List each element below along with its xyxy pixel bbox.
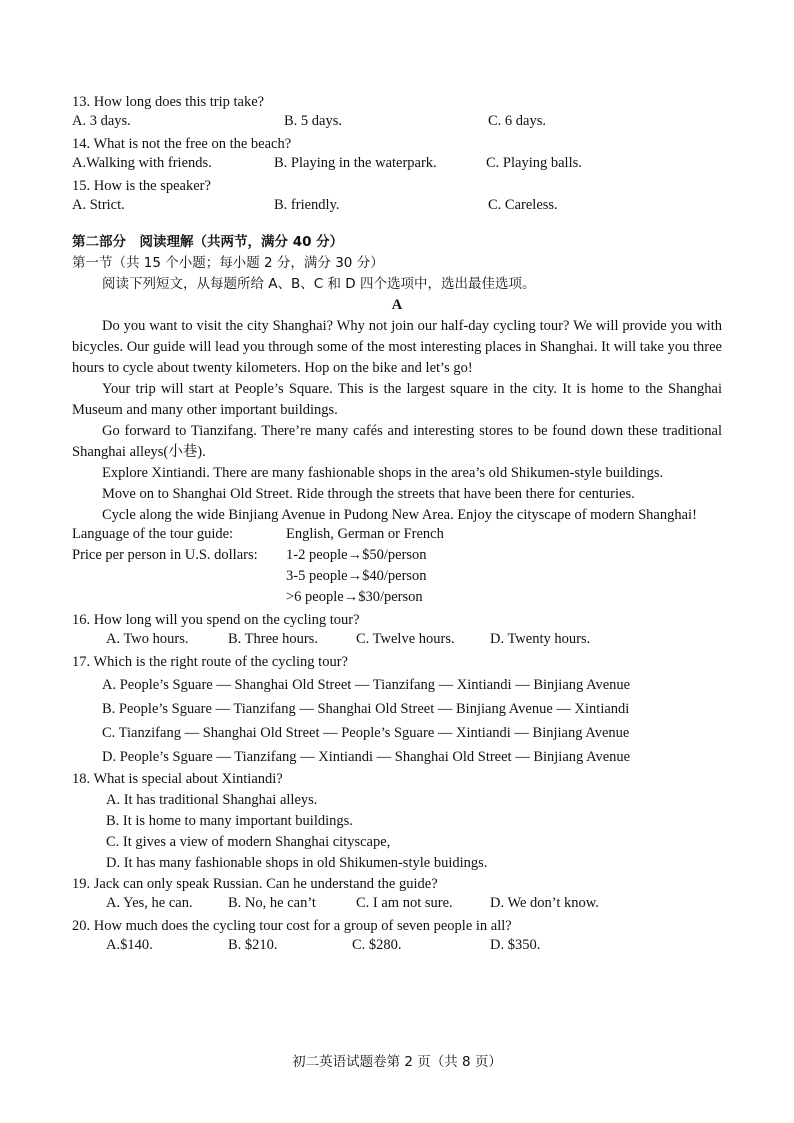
section1-title: 第一节（共 15 个小题；每小题 2 分，满分 30 分）	[72, 255, 384, 271]
tour-price-row	[72, 547, 722, 568]
option-d: D. We don’t know.	[490, 895, 599, 911]
option-d: D. It has many fashionable shops in old Shikumen-style buidings.	[106, 855, 488, 871]
option-c: C. Twelve hours.	[356, 631, 455, 647]
option-b: B. 5 days.	[284, 113, 342, 129]
tour-price-row-2	[72, 568, 722, 589]
option-a: A.$140.	[106, 937, 153, 953]
option-b: B. People’s Sguare — Tianzifang — Shanghai Old Street — Binjiang Avenue — Xintiandi	[102, 701, 630, 717]
option-c: C. Tianzifang — Shanghai Old Street — People’s Sguare — Xintiandi — Binjiang Avenue	[102, 725, 630, 741]
question-text: 17. Which is the right route of the cycling tour?	[72, 654, 348, 670]
options	[72, 895, 722, 916]
options	[72, 155, 722, 176]
option-d: D. Twenty hours.	[490, 631, 591, 647]
passage-paragraph-4: Explore Xintiandi. There are many fashionable shops in the area’s old Shikumen-style buildings.	[102, 465, 664, 481]
question-17	[72, 652, 722, 769]
option-c: C. I am not sure.	[356, 895, 453, 911]
option-b: B. Playing in the waterpark.	[274, 155, 437, 171]
option-d: D. People’s Sguare — Tianzifang — Xintiandi — Shanghai Old Street — Binjiang Avenue	[102, 749, 631, 765]
passage-paragraph-6: Cycle along the wide Binjiang Avenue in Pudong New Area. Enjoy the cityscape of modern Shanghai!	[102, 507, 697, 523]
option-a: A. People’s Sguare — Shanghai Old Street — Tianzifang — Xintiandi — Binjiang Avenue	[102, 677, 631, 693]
listening-q13	[72, 92, 722, 134]
options	[72, 631, 722, 652]
passage-paragraph-5: Move on to Shanghai Old Street. Ride through the streets that have been there for centuries.	[102, 486, 635, 502]
passage-paragraph-3: Go forward to Tianzifang. There’re many cafés and interesting stores to be found down these traditional Shanghai alleys(小巷).	[72, 423, 722, 460]
passage-paragraph-2: Your trip will start at People’s Square. This is the largest square in the city. It is home to the Shanghai Museum and many other important buildings.	[72, 381, 722, 418]
passage-paragraph-1: Do you want to visit the city Shanghai? Why not join our half-day cycling tour? We will provide you with bicycles. Our guide will lead you through some of the most interesting places in Shanghai. It will take you three hours to cycle about twenty kilometers. Hop on the bike and let’s go!	[72, 318, 722, 376]
option-a: A. 3 days.	[72, 113, 131, 129]
option-c: C. Careless.	[488, 197, 558, 213]
option-c: C. $280.	[352, 937, 402, 953]
language-value: English, German or French	[286, 526, 444, 542]
option-a: A. Yes, he can.	[106, 895, 193, 911]
option-b: B. Three hours.	[228, 631, 318, 647]
page-footer: 初二英语试题卷第 2 页（共 8 页）	[292, 1054, 502, 1070]
part2-title: 第二部分 阅读理解（共两节，满分 40 分）	[72, 234, 344, 250]
listening-q14	[72, 134, 722, 176]
option-a: A. Strict.	[72, 197, 125, 213]
tour-price-row-3	[72, 589, 722, 610]
price-tier-2: 3-5 people→$40/person	[286, 568, 427, 584]
option-b: B. It is home to many important buildings.	[106, 813, 353, 829]
tour-language-row	[72, 526, 722, 547]
option-c: C. Playing balls.	[486, 155, 582, 171]
passage-letter: A	[391, 297, 403, 313]
question-text: 15. How is the speaker?	[72, 178, 211, 194]
options	[72, 937, 722, 958]
listening-q15	[72, 176, 722, 218]
options	[72, 113, 722, 134]
option-c: C. 6 days.	[488, 113, 546, 129]
options	[72, 197, 722, 218]
exam-page	[72, 92, 722, 958]
option-c: C. It gives a view of modern Shanghai cityscape,	[106, 834, 391, 850]
question-text: 14. What is not the free on the beach?	[72, 136, 292, 152]
language-label: Language of the tour guide:	[72, 526, 234, 542]
option-d: D. $350.	[490, 937, 541, 953]
option-a: A.Walking with friends.	[72, 155, 212, 171]
price-tier-1: 1-2 people→$50/person	[286, 547, 427, 563]
option-b: B. friendly.	[274, 197, 340, 213]
option-a: A. Two hours.	[106, 631, 189, 647]
question-text: 20. How much does the cycling tour cost for a group of seven people in all?	[72, 918, 512, 934]
question-16	[72, 610, 722, 652]
price-label: Price per person in U.S. dollars:	[72, 547, 258, 563]
question-text: 19. Jack can only speak Russian. Can he understand the guide?	[72, 876, 438, 892]
option-b: B. $210.	[228, 937, 278, 953]
question-text: 13. How long does this trip take?	[72, 94, 265, 110]
option-b: B. No, he can’t	[228, 895, 316, 911]
question-text: 18. What is special about Xintiandi?	[72, 771, 283, 787]
question-19	[72, 874, 722, 916]
price-tier-3: >6 people→$30/person	[286, 589, 423, 605]
instruction: 阅读下列短文，从每题所给 A、B、C 和 D 四个选项中，选出最佳选项。	[102, 276, 536, 292]
question-text: 16. How long will you spend on the cycling tour?	[72, 612, 360, 628]
question-20	[72, 916, 722, 958]
option-a: A. It has traditional Shanghai alleys.	[106, 792, 318, 808]
question-18	[72, 769, 722, 874]
